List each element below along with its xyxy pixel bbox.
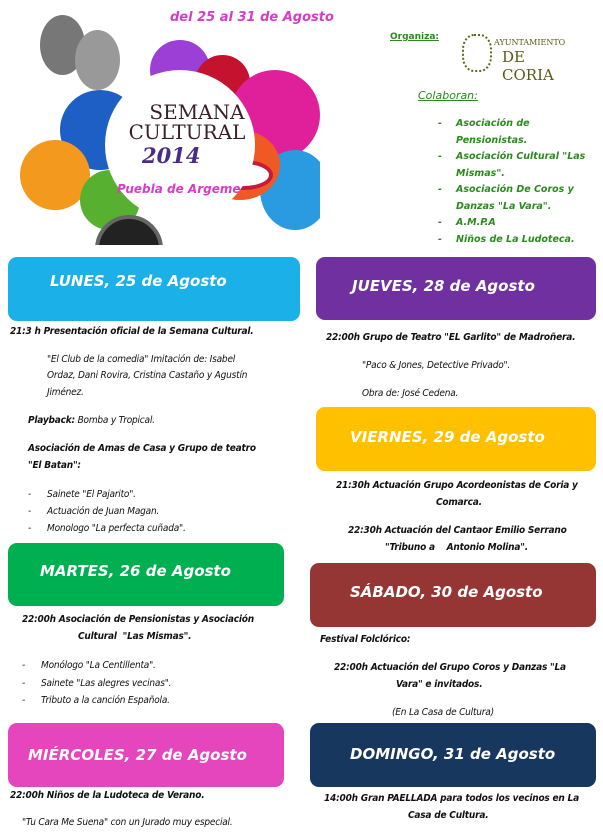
sabado-line: Festival Folclórico:	[320, 634, 411, 645]
day-header-martes: MARTES, 26 de Agosto	[8, 543, 284, 606]
sabado-line: 22:00h Actuación del Grupo Coros y Danzas "La	[334, 662, 566, 673]
jueves-line: "Paco & Jones, Detective Privado".	[362, 360, 511, 371]
lunes-line: Asociación de Amas de Casa y Grupo de teatro	[28, 443, 256, 454]
day-header-miercoles: MIÉRCOLES, 27 de Agosto	[8, 723, 284, 787]
lunes-line: 21:3 h Presentación oficial de la Semana Cultural.	[10, 326, 254, 337]
lunes-line: Ordaz, Dani Rovira, Cristina Castaño y Agustín	[47, 370, 248, 381]
sabado-line: Vara" e invitados.	[396, 679, 483, 690]
list-item: - Monólogo "La Centillenta".	[22, 660, 156, 671]
colaboran-label: Colaboran:	[418, 89, 478, 102]
title-cultural: CULTURAL	[128, 120, 246, 144]
viernes-line: 22:30h Actuación del Cantaor Emilio Serrano	[348, 525, 567, 536]
title-year: 2014	[142, 143, 201, 168]
miercoles-line: 22:00h Niños de la Ludoteca de Verano.	[10, 790, 205, 801]
organiza-label: Organiza:	[390, 32, 440, 42]
list-item: - Tributo a la canción Española.	[22, 695, 170, 706]
title-semana: SEMANA	[149, 100, 245, 124]
day-header-sabado: SÁBADO, 30 de Agosto	[310, 563, 596, 627]
jueves-line: Obra de: José Cedena.	[362, 388, 459, 399]
list-item: - Sainete "El Pajarito".	[28, 489, 136, 500]
viernes-line: Comarca.	[436, 497, 482, 508]
day-header-viernes: VIERNES, 29 de Agosto	[316, 407, 596, 471]
lunes-line: Jiménez.	[47, 387, 84, 398]
sabado-line: (En La Casa de Cultura)	[392, 707, 494, 718]
martes-line: Cultural "Las Mismas".	[78, 631, 192, 642]
colaboran-list: - Asociación de Pensionistas. - Asociación Cultural "Las Mismas". - Asociación De Coros y Danzas "La Vara". - A.M.P.A - Niños de La Ludoteca.	[438, 118, 586, 245]
day-header-lunes: LUNES, 25 de Agosto	[8, 257, 300, 321]
day-header-domingo: DOMINGO, 31 de Agosto	[310, 723, 596, 787]
date-range: del 25 al 31 de Agosto	[170, 10, 334, 25]
list-item: - Monologo "La perfecta cuñada".	[28, 523, 186, 534]
lunes-line: "El Club de la comedia" Imitación de: Isabel	[47, 354, 236, 365]
list-item: - Sainete "Las alegres vecinas".	[22, 677, 172, 689]
lunes-line: Playback: Bomba y Tropical.	[28, 415, 155, 426]
list-item: - Actuación de Juan Magan.	[28, 506, 160, 517]
viernes-line: "Tribuno a Antonio Molina".	[385, 542, 528, 553]
viernes-line: 21:30h Actuación Grupo Acordeonistas de Coria y	[336, 480, 578, 491]
lunes-list	[28, 486, 186, 537]
domingo-line: 14:00h Gran PAELLADA para todos los vecinos en La	[324, 793, 579, 804]
place: Puebla de Argeme	[117, 182, 241, 196]
martes-list	[22, 657, 171, 710]
jueves-line: 22:00h Grupo de Teatro "EL Garlito" de Madroñera.	[326, 332, 576, 343]
day-header-jueves: JUEVES, 28 de Agosto	[316, 257, 596, 320]
coria-logo: AYUNTAMIENTO DE CORIA	[462, 30, 572, 75]
lunes-line: "El Batan":	[28, 460, 81, 471]
martes-line: 22:00h Asociación de Pensionistas y Asociación	[22, 614, 254, 625]
domingo-line: Casa de Cultura.	[408, 810, 489, 821]
miercoles-line: "Tu Cara Me Suena" con un Jurado muy especial.	[22, 817, 233, 828]
logo-emblem-icon	[462, 34, 492, 72]
